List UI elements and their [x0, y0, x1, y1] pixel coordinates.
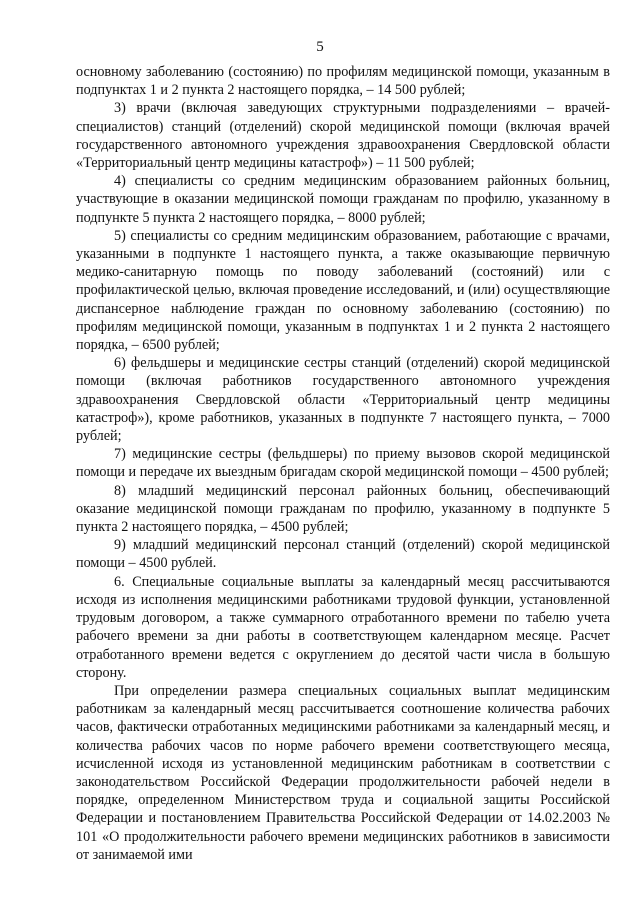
paragraph-item-4: 4) специалисты со средним медицинским образованием районных больниц, участвующие в оказании медицинской помощи гражданам по профилю, указанному в подпункте 5 пункта 2 настоящего порядка, – 8000 рублей;	[76, 173, 610, 226]
paragraph-item-7: 7) медицинские сестры (фельдшеры) по приему вызовов скорой медицинской помощи и передаче их выездным бригадам скорой медицинской помощи – 4500 рублей;	[76, 446, 610, 481]
paragraph-continuation: основному заболеванию (состоянию) по профилям медицинской помощи, указанным в подпунктах 1 и 2 пункта 2 настоящего порядка, – 14 500 рублей;	[76, 64, 610, 99]
paragraph-clause-6: 6. Специальные социальные выплаты за календарный месяц рассчитываются исходя из исполнения медицинскими работниками трудовой функции, установленной трудовым договором, а также суммарного отработанного времени по табелю учета рабочего времени за дни работы в соответствующем календарном месяце. Расчет отработанного времени ведется с округлением до десятой части числа в большую сторону.	[76, 573, 610, 681]
document-body	[76, 63, 610, 864]
paragraph-item-9: 9) младший медицинский персонал станций (отделений) скорой медицинской помощи – 4500 рублей.	[76, 537, 610, 572]
paragraph-calculation: При определении размера специальных социальных выплат медицинским работникам за календарный месяц рассчитывается соотношение количества рабочих часов, фактически отработанных медицинскими работниками за календарный месяц, и количества рабочих часов по норме рабочего времени соответствующего месяца, исчисленной исходя из установленной медицинским работникам в соответствии с законодательством Российской Федерации продолжительности рабочей недели в порядке, определенном Министерством труда и социальной защиты Российской Федерации и постановлением Правительства Российской Федерации от 14.02.2003 № 101 «О продолжительности рабочего времени медицинских работников в зависимости от занимаемой ими	[76, 682, 610, 863]
paragraph-item-8: 8) младший медицинский персонал районных больниц, обеспечивающий оказание медицинской помощи гражданам по профилю, указанному в подпункте 5 пункта 2 настоящего порядка, – 4500 рублей;	[76, 482, 610, 536]
paragraph-item-3: 3) врачи (включая заведующих структурными подразделениями – врачей-специалистов) станций (отделений) скорой медицинской помощи (включая врачей государственного автономного учреждения здравоохранения Свердловской области «Территориальный центр медицины катастроф») – 11 500 рублей;	[76, 100, 610, 172]
page-number: 5	[316, 39, 324, 55]
paragraph-item-6: 6) фельдшеры и медицинские сестры станций (отделений) скорой медицинской помощи (включая работников государственного автономного учреждения здравоохранения Свердловской области «Территориальный центр медицины катастроф»), кроме работников, указанных в подпункте 7 настоящего пункта, – 7000 рублей;	[76, 355, 610, 445]
paragraph-item-5: 5) специалисты со средним медицинским образованием, работающие с врачами, указанными в подпункте 1 настоящего пункта, а также оказывающие первичную медико-санитарную помощь по поводу заболеваний (состояний) или с профилактической целью, включая проведение исследований, и (или) осуществляющие диспансерное наблюдение граждан по основному заболеванию (состоянию) по профилям медицинской помощи, указанным в подпунктах 1 и 2 пункта 2 настоящего порядка, – 6500 рублей;	[76, 227, 610, 354]
